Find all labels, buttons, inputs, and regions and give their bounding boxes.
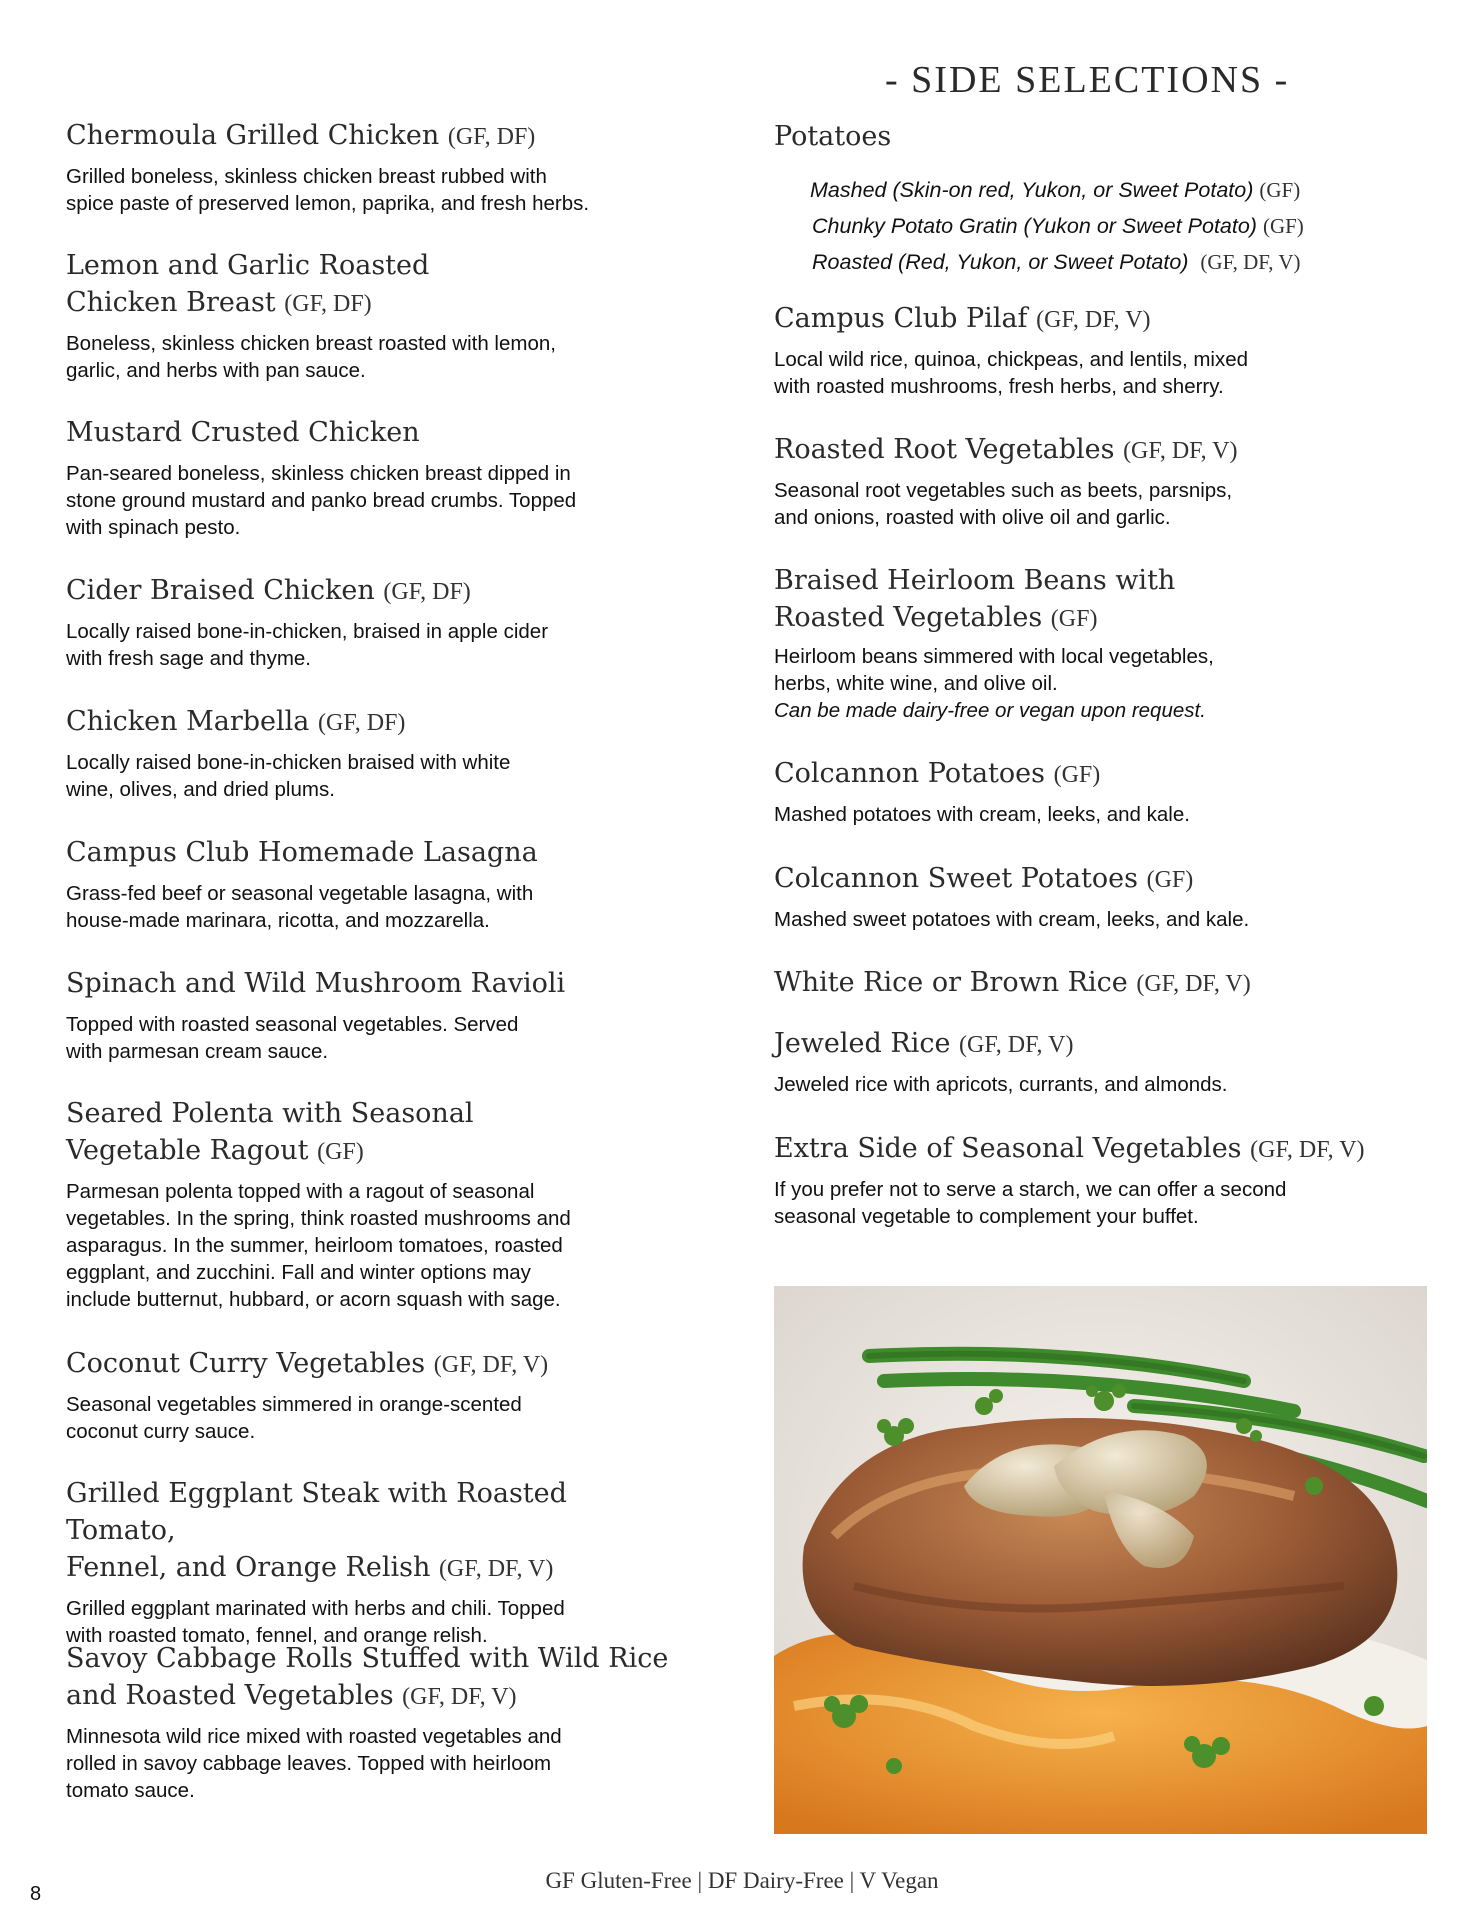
menu-item — [66, 414, 676, 541]
dietary-tags: (GF, DF, V) — [1250, 1137, 1365, 1163]
item-title: Campus Club Pilaf — [774, 303, 1028, 334]
menu-item — [774, 562, 1424, 724]
menu-item — [66, 572, 676, 672]
dietary-tags: (GF, DF, V) — [433, 1352, 549, 1378]
dietary-tags: (GF, DF, V) — [1036, 307, 1151, 333]
potato-options — [810, 172, 1410, 280]
menu-item — [66, 1640, 676, 1804]
item-title: Spinach and Wild Mushroom Ravioli — [66, 968, 566, 999]
item-title: Lemon and Garlic Roasted Chicken Breast — [66, 250, 430, 318]
item-title: Campus Club Homemade Lasagna — [66, 837, 538, 868]
dietary-tags: (GF, DF, V) — [1123, 438, 1238, 464]
menu-item — [774, 964, 1424, 1003]
menu-item — [66, 703, 676, 803]
item-title: Savoy Cabbage Rolls Stuffed with Wild Rice and Roasted Vegetables — [66, 1643, 669, 1711]
dietary-tags: (GF, DF) — [383, 579, 471, 605]
item-description: Locally raised bone-in-chicken braised with white wine, olives, and dried plums. — [66, 751, 511, 801]
item-description: Local wild rice, quinoa, chickpeas, and lentils, mixed with roasted mushrooms, fresh herbs, and sherry. — [774, 348, 1249, 398]
option-name: Roasted (Red, Yukon, or Sweet Potato) — [812, 250, 1189, 274]
dietary-tags: (GF, DF, V) — [438, 1556, 554, 1582]
item-description: Parmesan polenta topped with a ragout of seasonal vegetables. In the spring, think roasted mushrooms and asparagus. In the summer, heirloom tomatoes, roasted eggplant, and zucchini. Fall and winter options may include butternut, hubbard, or acorn squash with sage. — [66, 1180, 571, 1311]
item-title: Potatoes — [774, 121, 892, 152]
item-description: Boneless, skinless chicken breast roasted with lemon, garlic, and herbs with pan sauce. — [66, 332, 556, 382]
item-description: Heirloom beans simmered with local vegetables, herbs, white wine, and olive oil. — [774, 645, 1214, 695]
menu-item — [66, 1095, 676, 1313]
item-title: Braised Heirloom Beans with Roasted Vegetables — [774, 565, 1176, 633]
dietary-tags: (GF) — [1050, 606, 1098, 632]
list-item — [810, 208, 1410, 244]
dietary-tags: (GF) — [1053, 762, 1101, 788]
item-title: Colcannon Potatoes — [774, 758, 1045, 789]
item-title: Roasted Root Vegetables — [774, 434, 1115, 465]
dietary-tags: (GF) — [1262, 214, 1304, 238]
option-name: Chunky Potato Gratin (Yukon or Sweet Potato) — [812, 214, 1257, 238]
dietary-tags: (GF, DF, V) — [1136, 971, 1251, 997]
menu-item — [774, 300, 1424, 400]
menu-item — [66, 247, 676, 384]
dietary-tags: (GF, DF) — [447, 124, 536, 150]
dietary-tags: (GF, DF, V) — [1200, 250, 1301, 274]
item-title: Cider Braised Chicken — [66, 575, 375, 606]
food-photo — [774, 1286, 1427, 1834]
option-name: Mashed (Skin-on red, Yukon, or Sweet Potato) — [810, 178, 1254, 202]
item-title: Coconut Curry Vegetables — [66, 1348, 426, 1379]
plated-chicken-image — [774, 1286, 1427, 1834]
menu-item — [66, 834, 676, 934]
menu-item — [774, 860, 1424, 933]
item-title: Mustard Crusted Chicken — [66, 417, 420, 448]
item-title: Extra Side of Seasonal Vegetables — [774, 1133, 1242, 1164]
item-title: Grilled Eggplant Steak with Roasted Tomato, Fennel, and Orange Relish — [66, 1478, 567, 1583]
item-description: Seasonal vegetables simmered in orange-scented coconut curry sauce. — [66, 1393, 522, 1443]
item-description: Mashed sweet potatoes with cream, leeks, and kale. — [774, 908, 1250, 931]
dietary-tags: (GF, DF) — [318, 710, 406, 736]
dietary-tags: (GF, DF, V) — [959, 1032, 1074, 1058]
dietary-tags: (GF) — [317, 1139, 364, 1165]
item-description: Grass-fed beef or seasonal vegetable lasagna, with house-made marinara, ricotta, and mozzarella. — [66, 882, 534, 932]
item-description: Mashed potatoes with cream, leeks, and kale. — [774, 803, 1190, 826]
dietary-tags: (GF, DF) — [284, 291, 372, 317]
dietary-legend: GF Gluten-Free | DF Dairy-Free | V Vegan — [545, 1868, 939, 1893]
menu-item — [774, 1130, 1424, 1230]
item-title: Colcannon Sweet Potatoes — [774, 863, 1138, 894]
menu-item — [774, 755, 1424, 828]
list-item — [810, 172, 1410, 208]
item-title: Seared Polenta with Seasonal Vegetable Ragout — [66, 1098, 474, 1166]
section-heading: - SIDE SELECTIONS - — [885, 59, 1290, 101]
item-title: White Rice or Brown Rice — [774, 967, 1128, 998]
item-title: Jeweled Rice — [774, 1028, 951, 1059]
item-title: Chermoula Grilled Chicken — [66, 120, 440, 151]
dietary-tags: (GF, DF, V) — [402, 1684, 517, 1710]
item-title: Chicken Marbella — [66, 706, 310, 737]
list-item — [810, 244, 1410, 280]
item-description: Pan-seared boneless, skinless chicken breast dipped in stone ground mustard and panko bread crumbs. Topped with spinach pesto. — [66, 462, 577, 539]
item-note: Can be made dairy-free or vegan upon request. — [774, 699, 1206, 722]
item-description: Minnesota wild rice mixed with roasted vegetables and rolled in savoy cabbage leaves. Topped with heirloom tomato sauce. — [66, 1725, 562, 1802]
page-number: 8 — [30, 1883, 42, 1905]
item-description: Grilled eggplant marinated with herbs and chili. Topped with roasted tomato, fennel, and orange relish. — [66, 1597, 565, 1647]
menu-item — [66, 965, 676, 1065]
item-description: Topped with roasted seasonal vegetables. Served with parmesan cream sauce. — [66, 1013, 519, 1063]
menu-item — [66, 1475, 676, 1649]
item-description: Seasonal root vegetables such as beets, parsnips, and onions, roasted with olive oil and garlic. — [774, 479, 1233, 529]
menu-item — [66, 1345, 676, 1445]
dietary-tags: (GF) — [1146, 867, 1194, 893]
menu-item — [66, 117, 676, 217]
dietary-tags: (GF) — [1259, 178, 1301, 202]
menu-item — [774, 431, 1424, 531]
menu-item — [774, 1025, 1424, 1098]
potatoes-section — [774, 118, 1424, 155]
item-description: Jeweled rice with apricots, currants, and almonds. — [774, 1073, 1228, 1096]
item-description: If you prefer not to serve a starch, we can offer a second seasonal vegetable to complement your buffet. — [774, 1178, 1287, 1228]
item-description: Locally raised bone-in-chicken, braised in apple cider with fresh sage and thyme. — [66, 620, 549, 670]
item-description: Grilled boneless, skinless chicken breast rubbed with spice paste of preserved lemon, paprika, and fresh herbs. — [66, 165, 590, 215]
